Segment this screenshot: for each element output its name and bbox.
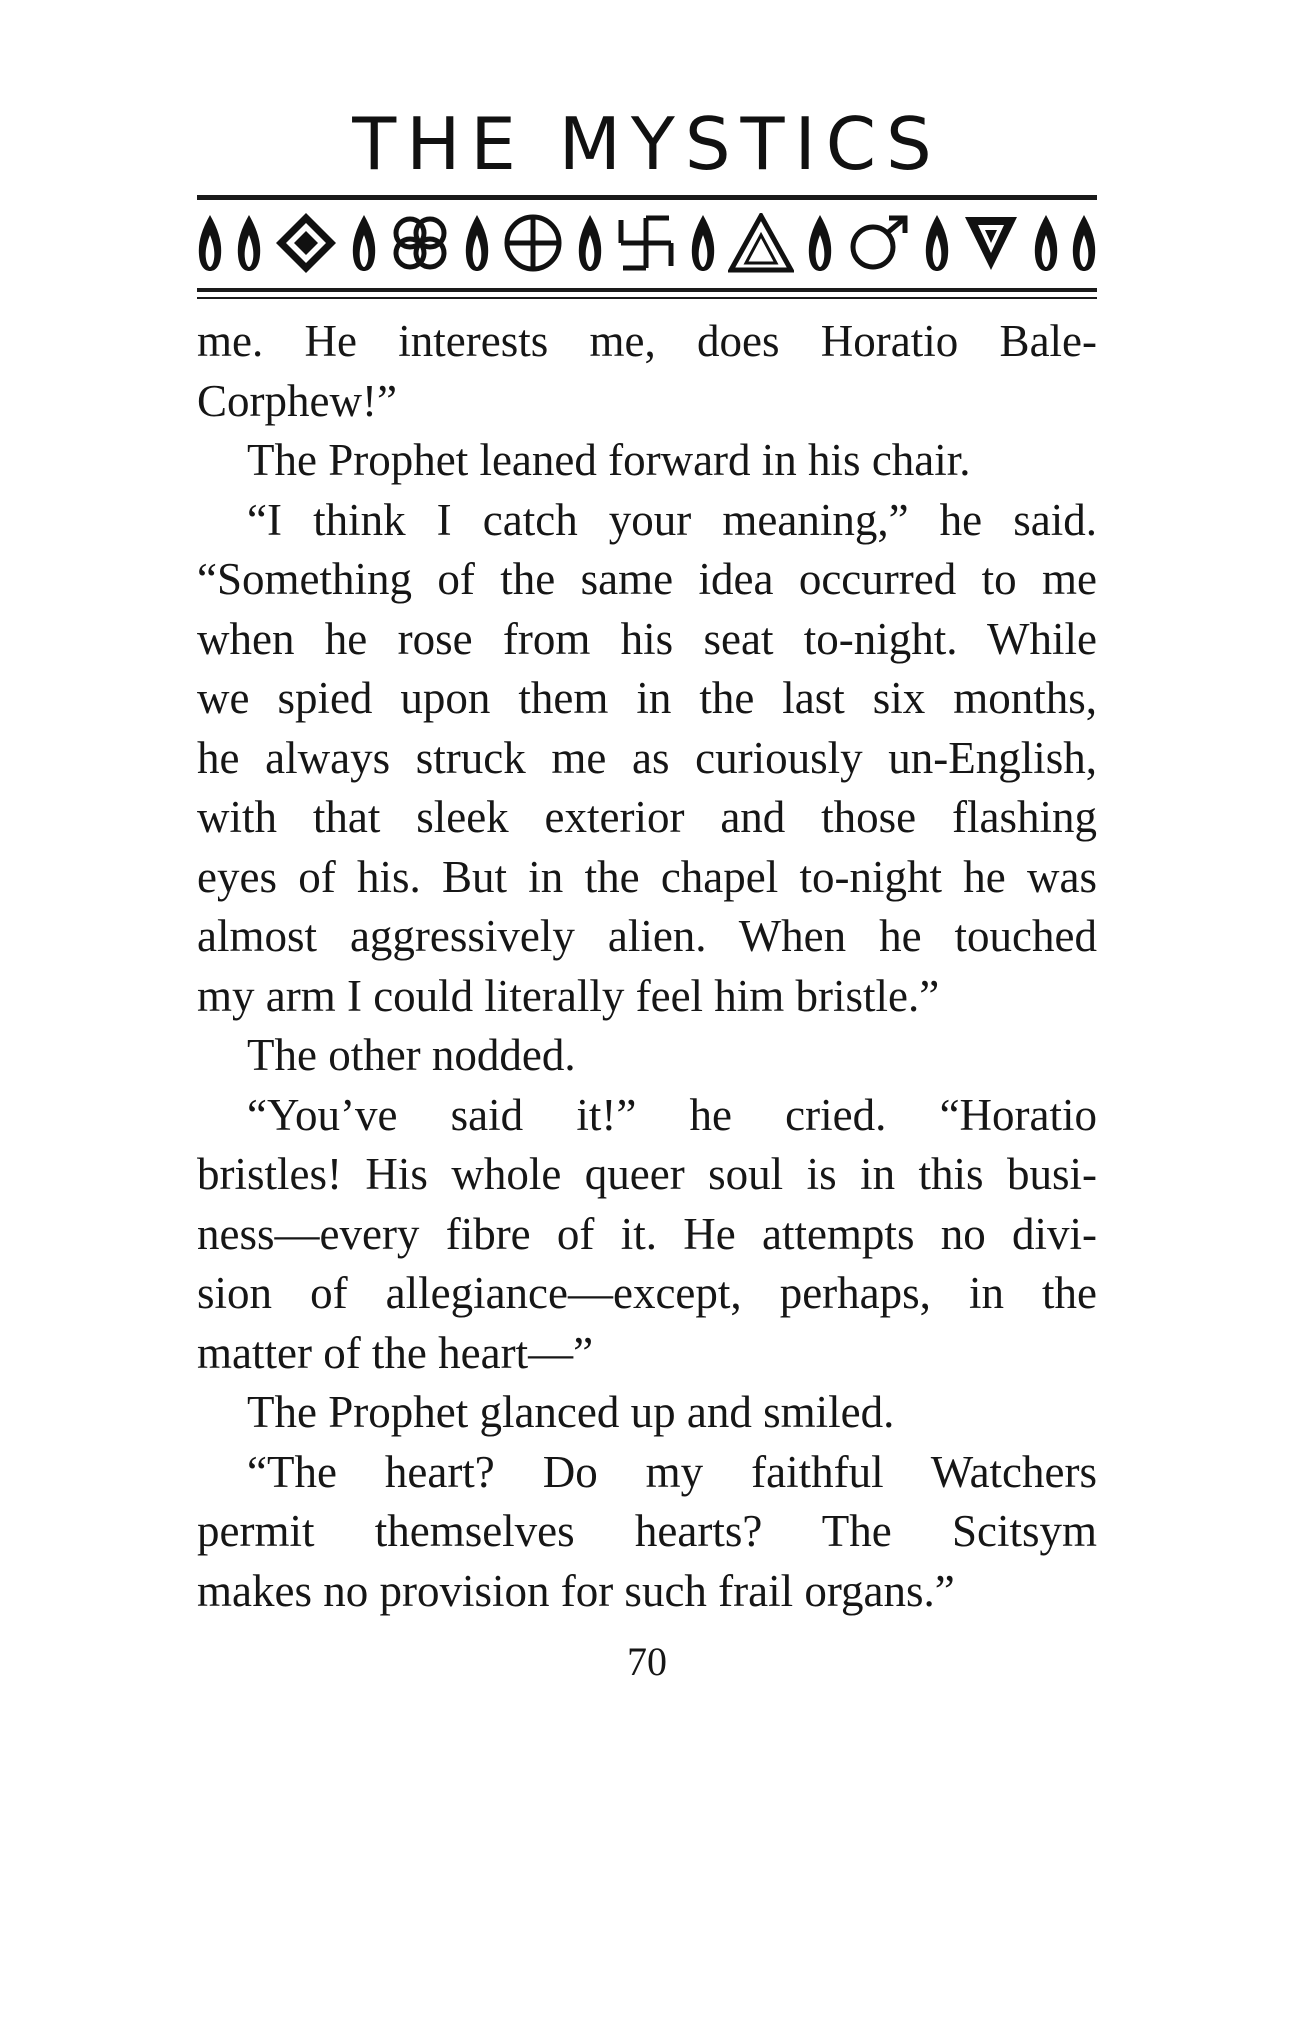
text-line: permit themselves hearts? The Scitsym (197, 1506, 1097, 1556)
text-line: almost aggressively alien. When he touched (197, 911, 1097, 961)
flame-icon (577, 213, 603, 273)
flame-icon (690, 213, 716, 273)
header-rule-top (197, 195, 1097, 200)
text-line: The Prophet leaned forward in his chair. (247, 435, 971, 485)
text-line: he always struck me as curiously un-English, (197, 732, 1097, 783)
text-line: bristles! His whole queer soul is in this busi- (197, 1149, 1097, 1199)
text-line: my arm I could literally feel him bristle.” (197, 970, 940, 1021)
flame-icon (464, 213, 490, 273)
text-line: “You’ve said it!” he cried. “Horatio (247, 1089, 1097, 1140)
text-line: The Prophet glanced up and smiled. (247, 1387, 895, 1437)
flame-icon (924, 213, 950, 273)
body-text (197, 312, 1097, 1621)
text-line: sion of allegiance—except, perhaps, in the (197, 1268, 1097, 1318)
flame-icon (236, 213, 262, 273)
mars-icon (845, 213, 911, 273)
text-line: “Something of the same idea occurred to me (197, 554, 1097, 604)
book-page (197, 0, 1097, 2025)
shield-icon (962, 213, 1020, 273)
text-line: Corphew!” (197, 375, 397, 426)
text-line: “I think I catch your meaning,” he said. (247, 494, 1097, 545)
text-line: eyes of his. But in the chapel to-night he was (197, 851, 1097, 902)
text-line: The other nodded. (247, 1030, 576, 1080)
knot-icon (389, 212, 451, 274)
text-line: when he rose from his seat to-night. While (197, 613, 1097, 664)
text-line: matter of the heart—” (197, 1327, 594, 1378)
text-line: with that sleek exterior and those flashing (197, 792, 1097, 842)
ornament-band (197, 204, 1097, 282)
text-line: ness—every fibre of it. He attempts no divi- (197, 1208, 1097, 1259)
flame-icon (1071, 213, 1097, 273)
header-rule-bottom (197, 288, 1097, 292)
swastika-icon (615, 212, 677, 274)
text-line: we spied upon them in the last six months, (197, 673, 1097, 723)
cross-circle-icon (502, 212, 564, 274)
diamond-icon (274, 211, 338, 275)
header-rule-thin (197, 297, 1097, 299)
page-number: 70 (627, 1639, 667, 1684)
flame-icon (197, 213, 223, 273)
triangle-eye-icon (728, 213, 794, 273)
text-line: makes no provision for such frail organs.” (197, 1565, 955, 1616)
flame-icon (351, 213, 377, 273)
running-head: THE MYSTICS (352, 102, 942, 186)
flame-icon (807, 213, 833, 273)
flame-icon (1033, 213, 1059, 273)
text-line: “The heart? Do my faithful Watchers (247, 1446, 1097, 1497)
text-line: me. He interests me, does Horatio Bale- (197, 316, 1097, 366)
